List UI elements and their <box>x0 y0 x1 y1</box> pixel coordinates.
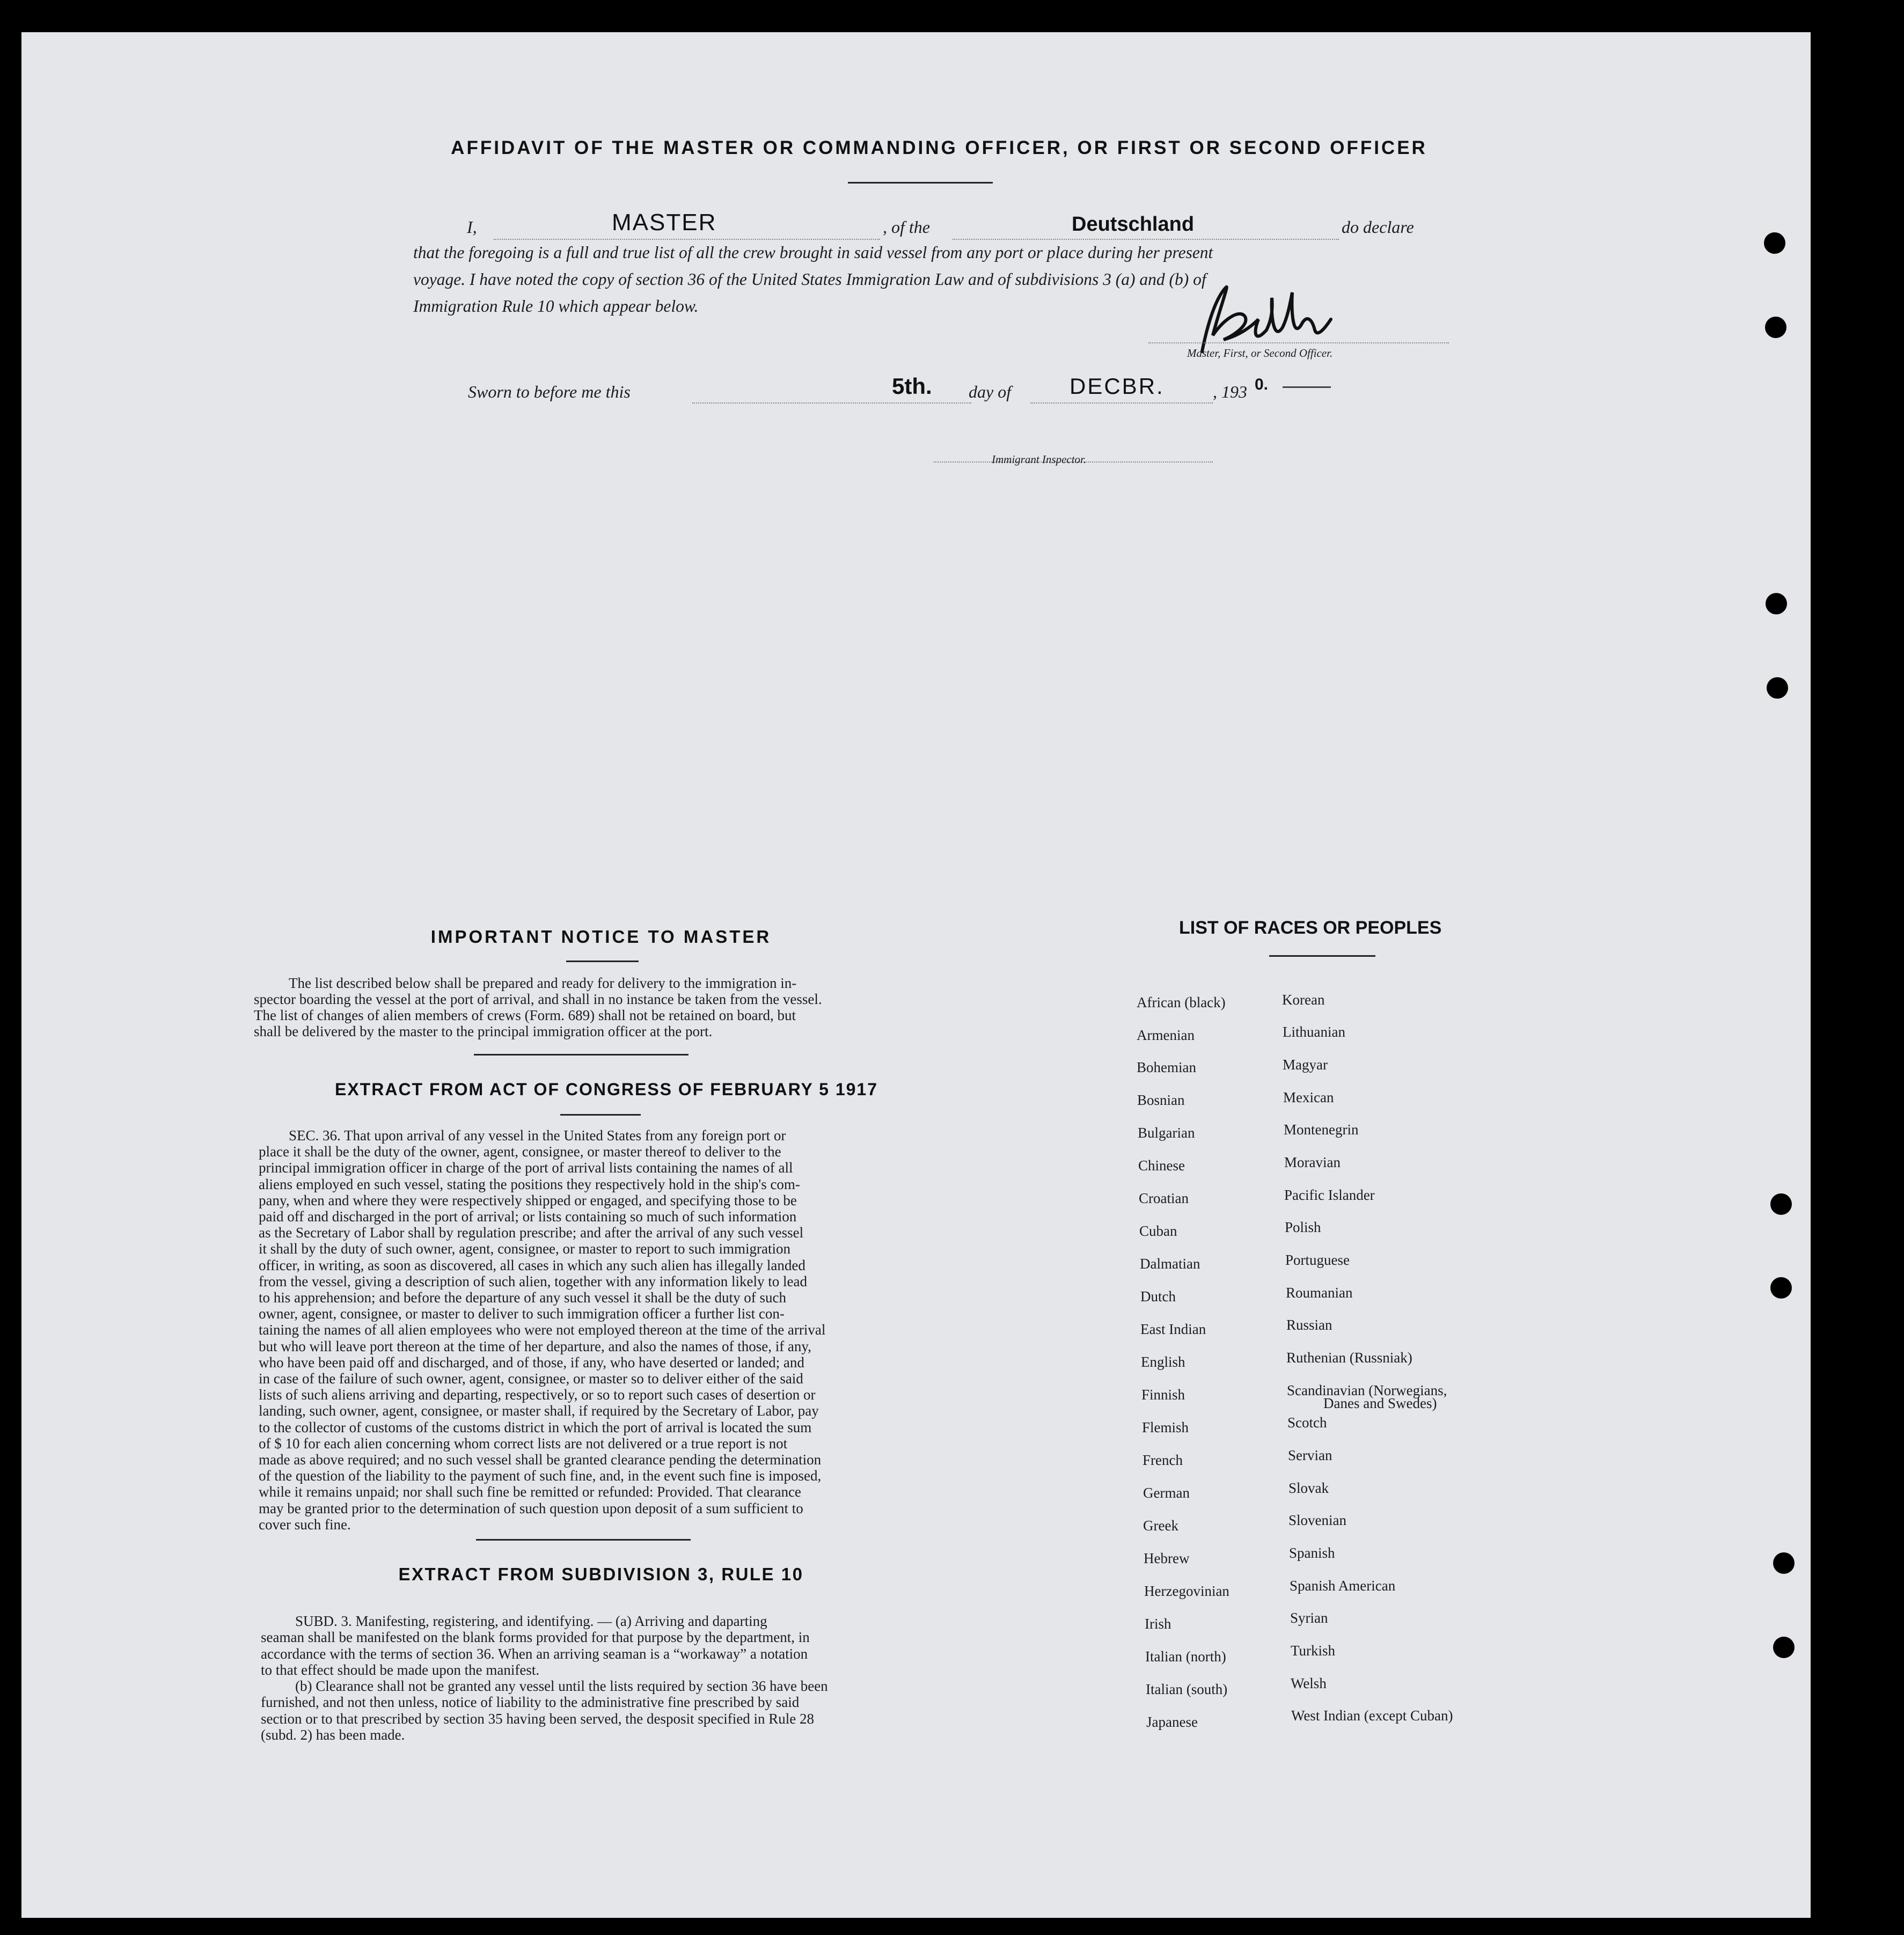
rule-line: (subd. 2) has been made. <box>261 1727 405 1743</box>
declaration-body-line: Immigration Rule 10 which appear below. <box>413 297 699 316</box>
rule-line: SUBD. 3. Manifesting, registering, and identifying. — (a) Arriving and daparting <box>295 1613 767 1629</box>
act-line: in case of the failure of such owner, agent, consignee, or master so to deliver either of the said <box>259 1370 803 1387</box>
races-heading-rule <box>1269 955 1375 957</box>
act-line: while it remains unpaid; nor shall such fine be remitted or refunded: Provided. That clearance <box>259 1484 801 1500</box>
race-item: Servian <box>1288 1447 1332 1463</box>
act-line: paid off and discharged in the port of arrival; or lists containing so much of such information <box>259 1208 797 1225</box>
act-line: owner, agent, consignee, or master to deliver to such immigration officer a further list con- <box>259 1306 785 1322</box>
race-item: Italian (north) <box>1145 1648 1226 1665</box>
race-item: Russian <box>1286 1317 1332 1333</box>
declaration-of-the: , of the <box>883 217 930 237</box>
race-item: Portuguese <box>1285 1252 1350 1268</box>
race-item: Welsh <box>1291 1675 1327 1691</box>
signature-line <box>1148 342 1449 343</box>
declaration-vessel: Deutschland <box>1072 213 1195 236</box>
act-line: officer, in writing, as soon as discovered, all cases in which any such alien has illegally landed <box>259 1257 805 1273</box>
act-line: principal immigration officer in charge of the port of arrival lists containing the names of all <box>259 1160 793 1176</box>
notice-text <box>254 975 928 1039</box>
notice-line: shall be delivered by the master to the principal immigration officer at the port. <box>254 1023 713 1039</box>
year-strike <box>1283 386 1331 388</box>
notice-line: The list described below shall be prepared and ready for delivery to the immigration in- <box>289 975 797 991</box>
rule-line: section or to that prescribed by section 35 having been served, the desposit specified in Rule 28 <box>261 1710 814 1727</box>
race-item: Turkish <box>1291 1643 1336 1659</box>
act-text <box>259 1127 928 1533</box>
sworn-label: Sworn to before me this <box>468 382 631 401</box>
document-sheet <box>21 32 1811 1918</box>
race-item: Croatian <box>1139 1190 1189 1206</box>
race-item: Ruthenian (Russniak) <box>1286 1350 1412 1366</box>
rule-line: furnished, and not then unless, notice of liability to the administrative fine prescribed by said <box>261 1694 800 1711</box>
race-item: Korean <box>1282 992 1325 1008</box>
race-item: Flemish <box>1142 1419 1189 1435</box>
race-item: Hebrew <box>1144 1550 1190 1566</box>
act-heading: EXTRACT FROM ACT OF CONGRESS OF FEBRUARY 5 1917 <box>334 1080 878 1099</box>
act-line: pany, when and where they were respectively shipped or engaged, and specifying those to be <box>259 1192 797 1208</box>
inspector-caption: Immigrant Inspector. <box>992 453 1087 466</box>
race-item: African (black) <box>1137 994 1226 1010</box>
act-line: of the question of the liability to the payment of such fine, and, in the event such fine is imposed, <box>259 1468 822 1484</box>
binder-hole <box>1766 593 1787 614</box>
race-item: Slovenian <box>1288 1512 1346 1528</box>
race-item: German <box>1143 1485 1190 1501</box>
act-line: taining the names of all alien employees who were not employed thereon at the time of the arrival <box>259 1322 826 1338</box>
sworn-month-line <box>1030 402 1213 404</box>
declaration-i-label: I, <box>467 217 477 237</box>
act-line: place it shall be the duty of the owner, agent, consignee, or master thereof to deliver to the <box>259 1144 781 1160</box>
act-line: from the vessel, giving a description of such alien, together with any information likely to lead <box>259 1273 807 1289</box>
race-item: Armenian <box>1137 1027 1195 1043</box>
notice-line: spector boarding the vessel at the port of arrival, and shall in no instance be taken from the vessel. <box>254 991 822 1007</box>
race-item: Dalmatian <box>1140 1256 1200 1272</box>
binder-hole <box>1770 1193 1792 1215</box>
race-item: Italian (south) <box>1146 1681 1228 1697</box>
sworn-day-of: day of <box>969 382 1012 401</box>
binder-hole <box>1765 317 1786 338</box>
race-item: Spanish <box>1289 1545 1335 1561</box>
act-line: aliens employed en such vessel, stating the positions they respectively hold in the ship's com- <box>259 1176 800 1192</box>
race-item: Dutch <box>1140 1288 1176 1304</box>
act-line: cover such fine. <box>259 1516 351 1533</box>
notice-heading: IMPORTANT NOTICE TO MASTER <box>430 927 772 947</box>
sworn-year-suffix: 0. <box>1255 376 1269 393</box>
notice-line: The list of changes of alien members of crews (Form. 689) shall not be retained on board, but <box>254 1007 796 1023</box>
race-item: French <box>1143 1452 1183 1468</box>
signature-caption: Master, First, or Second Officer. <box>1187 347 1333 360</box>
race-item: Scotch <box>1287 1414 1327 1431</box>
affidavit-heading-rule <box>848 182 993 184</box>
act-line: as the Secretary of Labor shall by regulation prescribe; and after the arrival of any such vessel <box>259 1225 804 1241</box>
race-item: Slovak <box>1288 1480 1329 1496</box>
rule-line: seaman shall be manifested on the blank forms provided for that purpose by the department, in <box>261 1629 810 1646</box>
race-item: Spanish American <box>1290 1578 1396 1594</box>
binder-hole <box>1770 1277 1792 1299</box>
act-line: made as above required; and no such vessel shall be granted clearance pending the determination <box>259 1452 822 1468</box>
act-line: but who will leave port thereon at the time of her departure, and also the names of those, if any, <box>259 1338 811 1354</box>
rule-line: accordance with the terms of section 36. When an arriving seaman is a “workaway” a notation <box>261 1645 808 1662</box>
rule-text <box>261 1613 929 1743</box>
act-line: SEC. 36. That upon arrival of any vessel in the United States from any foreign port or <box>289 1127 786 1144</box>
race-item: Bohemian <box>1137 1059 1196 1075</box>
sworn-year-prefix: , 193 <box>1213 382 1247 401</box>
declaration-capacity: MASTER <box>612 209 717 236</box>
race-item: Moravian <box>1284 1154 1341 1170</box>
race-item: Greek <box>1143 1518 1178 1534</box>
binder-hole <box>1773 1637 1795 1658</box>
race-item: Cuban <box>1139 1223 1177 1239</box>
act-line: lists of such aliens arriving and departing, respectively, or so to report such cases of desertion or <box>259 1387 816 1403</box>
race-item: Japanese <box>1146 1714 1198 1730</box>
race-item: Chinese <box>1138 1157 1185 1174</box>
binder-hole <box>1773 1552 1795 1574</box>
declaration-body-line: voyage. I have noted the copy of section 36 of the United States Immigration Law and of subdivisions 3 (a) and (b) of <box>413 270 1206 289</box>
race-item: Lithuanian <box>1283 1024 1345 1040</box>
race-item: Magyar <box>1283 1057 1328 1073</box>
races-heading: LIST OF RACES OR PEOPLES <box>1179 918 1442 938</box>
race-item: Pacific Islander <box>1284 1187 1375 1203</box>
race-item: Polish <box>1285 1219 1321 1235</box>
act-line: to his apprehension; and before the departure of any such vessel it shall be the duty of such <box>259 1289 786 1306</box>
race-item: Bulgarian <box>1138 1125 1195 1141</box>
binder-hole <box>1764 232 1785 254</box>
race-item: Finnish <box>1141 1387 1185 1403</box>
act-line: it shall by the duty of such owner, agent, consignee, or master to report to such immigration <box>259 1241 790 1257</box>
rule-line: to that effect should be made upon the manifest. <box>261 1661 540 1678</box>
declaration-body-line: that the foregoing is a full and true list of all the crew brought in said vessel from any port or place during her present <box>413 243 1213 262</box>
act-line: to the collector of customs of the customs district in which the port of arrival is located the sum <box>259 1419 812 1435</box>
declaration-do-declare: do declare <box>1342 217 1414 237</box>
notice-divider <box>474 1054 689 1056</box>
race-item: Irish <box>1145 1616 1171 1632</box>
act-line: of $ 10 for each alien concerning whom correct lists are not delivered or a true report is not <box>259 1435 788 1452</box>
race-item: Montenegrin <box>1284 1122 1359 1138</box>
affidavit-heading: AFFIDAVIT OF THE MASTER OR COMMANDING OFFICER, OR FIRST OR SECOND OFFICER <box>451 137 1427 158</box>
race-item: Mexican <box>1283 1089 1334 1105</box>
race-item: English <box>1141 1354 1185 1370</box>
race-item-cont: Danes and Swedes) <box>1323 1395 1437 1411</box>
act-line: may be granted prior to the determination of such question upon deposit of a sum sufficient to <box>259 1500 803 1516</box>
act-heading-rule <box>560 1114 641 1116</box>
race-item: Herzegovinian <box>1144 1583 1229 1599</box>
binder-hole <box>1767 677 1788 699</box>
sworn-month: DECBR. <box>1070 373 1165 399</box>
sworn-day: 5th. <box>892 373 932 399</box>
race-item: East Indian <box>1140 1321 1206 1337</box>
race-item: Syrian <box>1290 1610 1328 1626</box>
act-line: who have been paid off and discharged, and of those, if any, who have deserted or landed; and <box>259 1354 804 1370</box>
race-item: Bosnian <box>1137 1092 1185 1108</box>
race-item: West Indian (except Cuban) <box>1291 1707 1453 1724</box>
rule-line: (b) Clearance shall not be granted any vessel until the lists required by section 36 have been <box>295 1678 828 1695</box>
race-item: Roumanian <box>1286 1285 1353 1301</box>
notice-heading-rule <box>566 961 639 962</box>
act-divider <box>476 1539 691 1541</box>
rule-heading: EXTRACT FROM SUBDIVISION 3, RULE 10 <box>398 1564 804 1584</box>
race-item: Scandinavian (Norwegians, <box>1287 1382 1447 1398</box>
act-line: landing, such owner, agent, consignee, or master shall, if required by the Secretary of Labor, pay <box>259 1403 819 1419</box>
sworn-day-line <box>692 402 971 404</box>
